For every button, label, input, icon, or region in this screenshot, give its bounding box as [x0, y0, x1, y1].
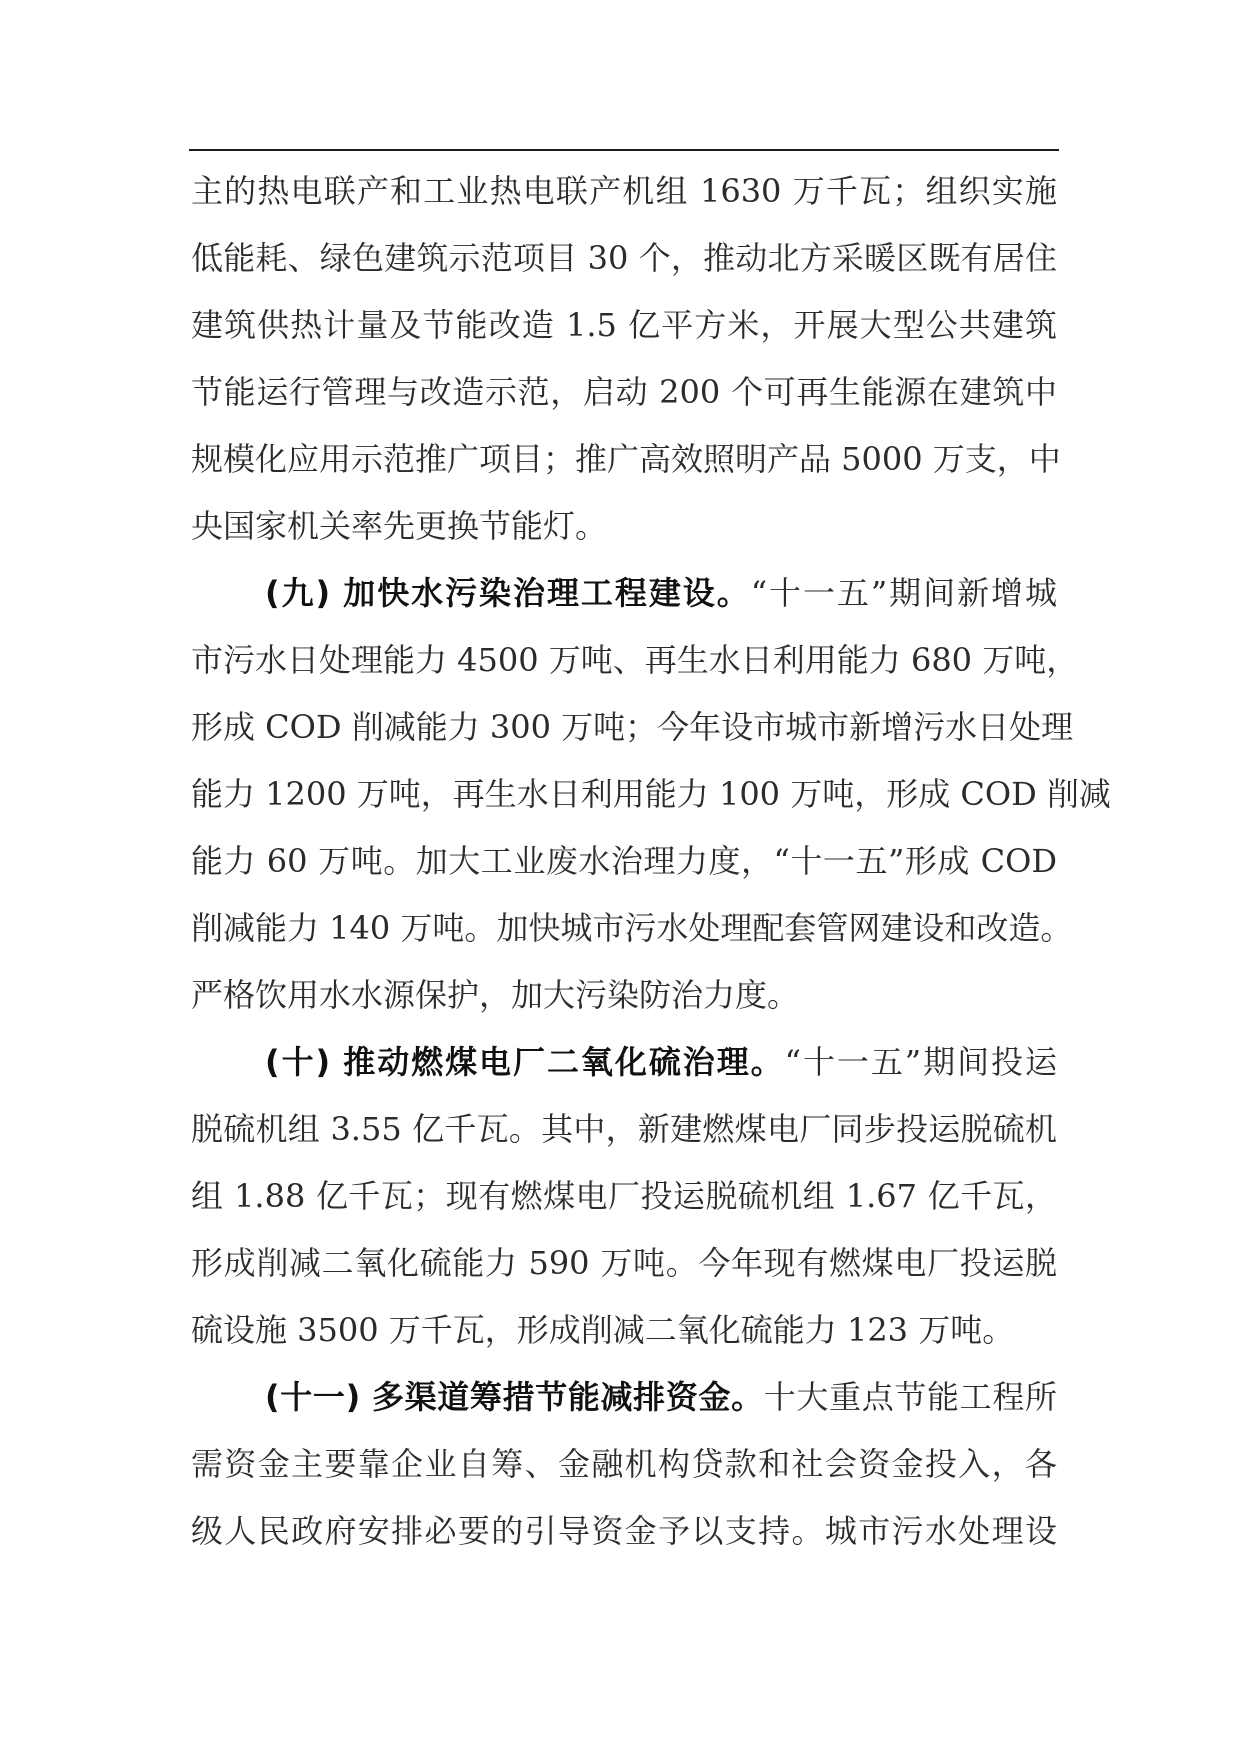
text-line	[191, 560, 1057, 627]
text-run: “十一五”期间投运	[784, 1043, 1057, 1081]
text-line: 脱硫机组 3.55 亿千瓦。其中，新建燃煤电厂同步投运脱硫机	[191, 1110, 1057, 1148]
text-line: 建筑供热计量及节能改造 1.5 亿平方米，开展大型公共建筑	[191, 306, 1057, 344]
text-line: 形成 COD 削减能力 300 万吨；今年设市城市新增污水日处理	[191, 708, 1074, 746]
text-run: 十大重点节能工程所	[763, 1378, 1057, 1416]
text-run: “十一五”期间新增城	[750, 574, 1057, 612]
text-line: 能力 60 万吨。加大工业废水治理力度，“十一五”形成 COD	[191, 842, 1057, 880]
text-line: 削减能力 140 万吨。加快城市污水处理配套管网建设和改造。	[191, 909, 1073, 947]
text-line: 节能运行管理与改造示范，启动 200 个可再生能源在建筑中	[191, 373, 1057, 411]
text-line: 主的热电联产和工业热电联产机组 1630 万千瓦；组织实施	[191, 172, 1057, 210]
text-line: 级人民政府安排必要的引导资金予以支持。城市污水处理设	[191, 1512, 1057, 1550]
paragraph-3	[191, 1029, 1057, 1364]
text-line: 需资金主要靠企业自筹、金融机构贷款和社会资金投入，各	[191, 1445, 1057, 1483]
text-line	[191, 1029, 1057, 1096]
paragraph-4	[191, 1364, 1057, 1565]
text-line: 央国家机关率先更换节能灯。	[191, 507, 608, 545]
section-heading: (九) 加快水污染治理工程建设。	[265, 574, 751, 612]
body-text	[191, 158, 1111, 1565]
text-line: 形成削减二氧化硫能力 590 万吨。今年现有燃煤电厂投运脱	[191, 1244, 1057, 1282]
text-line: 严格饮用水水源保护，加大污染防治力度。	[191, 976, 800, 1014]
text-line: 硫设施 3500 万千瓦，形成削减二氧化硫能力 123 万吨。	[191, 1311, 1015, 1349]
text-line: 市污水日处理能力 4500 万吨、再生水日利用能力 680 万吨，	[191, 641, 1079, 679]
section-heading: (十一) 多渠道筹措节能减排资金。	[265, 1378, 764, 1416]
paragraph-1	[191, 158, 1061, 560]
section-heading: (十) 推动燃煤电厂二氧化硫治理。	[265, 1043, 785, 1081]
text-line: 低能耗、绿色建筑示范项目 30 个，推动北方采暖区既有居住	[191, 239, 1057, 277]
text-line: 能力 1200 万吨，再生水日利用能力 100 万吨，形成 COD 削减	[191, 775, 1111, 813]
text-line	[191, 1364, 1057, 1431]
header-rule	[189, 149, 1059, 151]
paragraph-2	[191, 560, 1111, 1029]
text-line: 规模化应用示范推广项目；推广高效照明产品 5000 万支，中	[191, 440, 1061, 478]
text-line: 组 1.88 亿千瓦；现有燃煤电厂投运脱硫机组 1.67 亿千瓦，	[191, 1177, 1057, 1215]
